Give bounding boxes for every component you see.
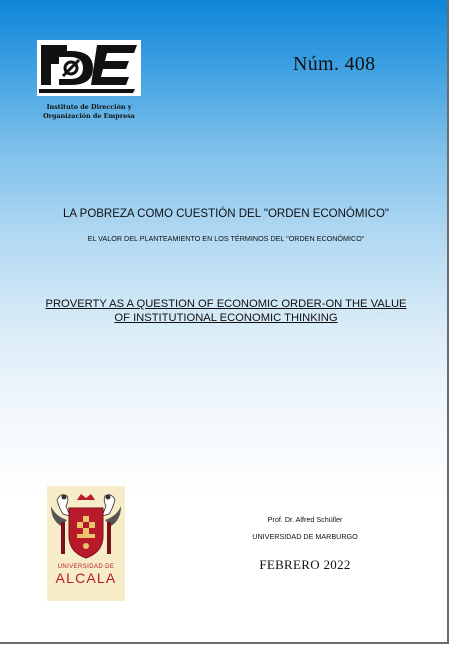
seal-text-main: ALCALA: [55, 570, 117, 586]
right-stork-head: [106, 495, 111, 500]
issue-number: Núm. 408: [293, 53, 376, 75]
author-university: UNIVERSIDAD DE MARBURGO: [252, 532, 358, 541]
ide-logo-icon: [37, 40, 141, 96]
publication-date: FEBRERO 2022: [259, 557, 351, 572]
ide-logo: [37, 40, 141, 96]
alcala-seal-icon: [47, 486, 125, 601]
seal-crown: [77, 494, 95, 500]
logo-caption-line1: Instituto de Dirección y: [46, 103, 132, 111]
seal-text-top: UNIVERSIDAD DE: [57, 564, 115, 570]
left-stork-head: [62, 495, 67, 500]
title-english-line2: OF INSTITUTIONAL ECONOMIC THINKING: [114, 312, 338, 324]
subtitle-spanish: EL VALOR DEL PLANTEAMIENTO EN LOS TÉRMINOS DEL "ORDEN ECONÓMICO": [87, 234, 365, 243]
logo-letter-i: [41, 51, 51, 85]
right-pillar: [107, 522, 111, 554]
left-pillar: [61, 522, 65, 554]
logo-caption: [36, 103, 142, 120]
title-spanish: LA POBREZA COMO CUESTIÓN DEL "ORDEN ECONÓMICO": [63, 208, 389, 220]
author-name: Prof. Dr. Alfred Schüller: [267, 515, 343, 524]
logo-underline: [39, 89, 135, 93]
logo-caption-line2: Organización de Empresa: [43, 111, 135, 120]
logo-letter-e: [91, 45, 137, 85]
title-english-line1: PROVERTY AS A QUESTION OF ECONOMIC ORDER-ON THE VALUE: [45, 298, 407, 310]
title-english: [40, 297, 412, 325]
logo-top-bar: [41, 45, 67, 51]
shield-medal: [83, 543, 89, 549]
university-seal: [47, 486, 125, 601]
